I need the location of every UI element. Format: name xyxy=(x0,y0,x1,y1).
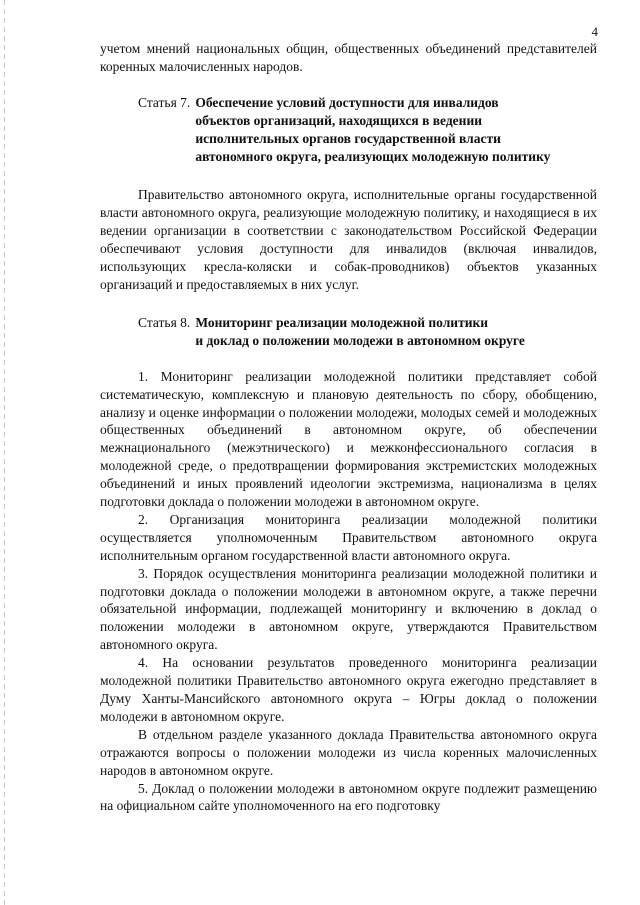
article-8-paragraph-5: 5. Доклад о положении молодежи в автономном округе подлежит размещению на официальном сайте уполномоченного на его подготовку xyxy=(100,780,597,814)
scan-edge-artifact xyxy=(4,0,5,905)
article-8-paragraph-2: 2. Организация мониторинга реализации молодежной политики осуществляется уполномоченным Правительством автономного округа исполнительным органом государственной власти автономного округа. xyxy=(100,511,597,563)
article-8-paragraph-4: 4. На основании результатов проведенного мониторинга реализации молодежной политики Правительство автономного округа ежегодно представляет в Думу Ханты-Мансийского автономного округа – Югры доклад о положении молодежи в автономном округе. xyxy=(100,655,597,724)
article-8-title-line: и доклад о положении молодежи в автономном округе xyxy=(195,332,525,348)
article-7-title-line: Обеспечение условий доступности для инвалидов xyxy=(195,94,499,110)
document-body xyxy=(100,40,597,815)
intro-paragraph: учетом мнений национальных общин, общественных объединений представителей коренных малочисленных народов. xyxy=(100,41,597,74)
article-8-label: Статья 8. xyxy=(138,314,191,330)
article-7-title-line: объектов организаций, находящихся в ведении xyxy=(195,112,482,128)
article-8-paragraph-4-continuation: В отдельном разделе указанного доклада Правительства автономного округа отражаются вопросы о положении молодежи из числа коренных малочисленных народов в автономном округе. xyxy=(100,726,597,778)
article-8-paragraph-3: 3. Порядок осуществления мониторинга реализации молодежной политики и подготовки доклада о положении молодежи в автономном округе, а также перечни обязательной информации, подлежащей мониторингу и включению в доклад о положении молодежи в автономном округе, утверждаются Правительством автономного округа. xyxy=(100,565,597,653)
article-7-title xyxy=(190,94,550,166)
article-7-heading xyxy=(100,94,597,166)
article-8-title xyxy=(190,314,525,350)
article-7-title-line: исполнительных органов государственной власти xyxy=(195,130,501,146)
article-7-label: Статья 7. xyxy=(138,94,191,110)
article-7-title-line: автономного округа, реализующих молодежную политику xyxy=(195,148,551,164)
page-number: 4 xyxy=(591,24,598,39)
article-8-heading xyxy=(100,314,597,350)
article-8-paragraph-1: 1. Мониторинг реализации молодежной политики представляет собой систематическую, комплексную и плановую деятельность по сбору, обобщению, анализу и оценке информации о положении молодежи, молодых семей и молодежных общественных объединений в автономном округе, об обеспечении межнационального (межэтнического) и межконфессионального согласия в молодежной среде, о предотвращении формирования экстремистских молодежных объединений и иных проявлений идеологии экстремизма, национализма в целях подготовки доклада о положении молодежи в автономном округе. xyxy=(100,368,597,510)
article-7-paragraph: Правительство автономного округа, исполнительные органы государственной власти автономного округа, реализующие молодежную политику, и находящиеся в их ведении организации в соответствии с законодательством Российской Федерации обеспечивают условия доступности для инвалидов (включая инвалидов, использующих кресла-коляски и собак-проводников) объектов указанных организаций и предоставляемых в них услуг. xyxy=(100,187,597,292)
article-8-title-line: Мониторинг реализации молодежной политики xyxy=(195,314,489,330)
